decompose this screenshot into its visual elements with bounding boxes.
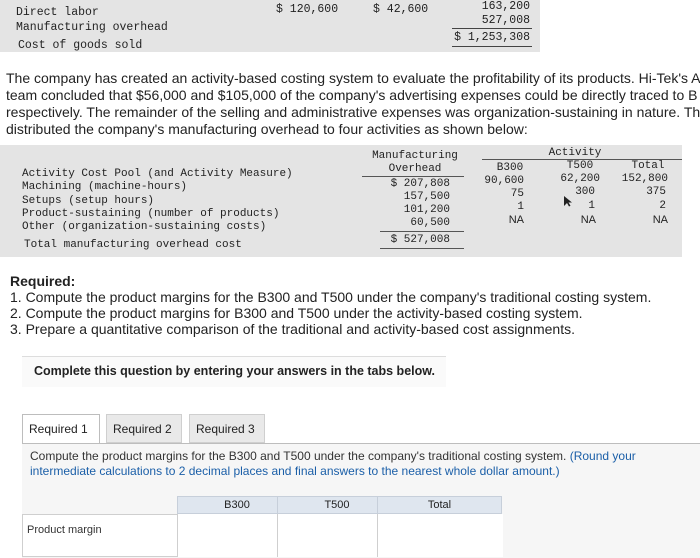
- overhead-product-sustaining: 101,200: [403, 204, 450, 216]
- t500-other: NA: [580, 214, 596, 226]
- paragraph-line: respectively. The remainder of the selling and administrative expenses was organization-sustaining in nature. Th: [6, 104, 700, 120]
- header-manufacturing: Manufacturing: [372, 150, 458, 162]
- pool-other: Other (organization-sustaining costs): [22, 221, 267, 233]
- row-label-product-margin: Product margin: [27, 524, 102, 536]
- overhead-other: 60,500: [410, 217, 450, 229]
- complete-prompt-text: Complete this question by entering your answers in the tabs below.: [34, 364, 435, 378]
- row-label-manufacturing-overhead: Manufacturing overhead: [16, 21, 168, 34]
- t500-product-sustaining: 1: [588, 200, 595, 212]
- header-total: Total: [631, 160, 665, 172]
- instruction-text: [30, 449, 695, 479]
- t500-setups: 300: [575, 186, 595, 198]
- manufacturing-overhead-total: 527,008: [481, 14, 530, 27]
- cogs-total: $ 1,253,308: [454, 31, 530, 44]
- b300-product-sustaining: 1: [517, 201, 524, 213]
- paragraph-line: distributed the company's manufacturing overhead to four activities as shown below:: [6, 121, 528, 137]
- required-item: 3. Prepare a quantitative comparison of the traditional and activity-based cost assignments.: [10, 321, 575, 337]
- overhead-subtotal-rule: [380, 231, 464, 232]
- b300-product-margin-input[interactable]: [177, 514, 278, 557]
- tab-required-2[interactable]: Required 2: [106, 414, 182, 443]
- overhead-machining: $ 207,808: [390, 178, 450, 190]
- row-label-cogs: Cost of goods sold: [18, 39, 143, 52]
- header-t500: T500: [566, 160, 594, 172]
- b300-other: NA: [508, 214, 524, 226]
- direct-labor-total: 163,200: [481, 0, 530, 13]
- instruction-main: Compute the product margins for the B300 and T500 under the company's traditional costing system.: [30, 449, 567, 463]
- header-pool: Activity Cost Pool (and Activity Measure): [22, 168, 293, 180]
- header-b300: B300: [496, 162, 524, 174]
- total-setups: 375: [646, 186, 666, 198]
- b300-setups: 75: [510, 188, 524, 200]
- row-label-direct-labor: Direct labor: [16, 6, 99, 19]
- t500-machining: 62,200: [560, 173, 600, 185]
- total-product-margin-input[interactable]: [377, 514, 503, 557]
- t500-product-margin-input[interactable]: [277, 514, 378, 557]
- answer-table: [22, 496, 502, 557]
- col-header-total: Total: [377, 496, 502, 514]
- tab-required-1[interactable]: Required 1: [22, 414, 100, 443]
- subtotal-rule: [452, 28, 532, 29]
- problem-paragraph: [6, 70, 700, 138]
- cost-summary-table: [0, 0, 540, 52]
- total-other: NA: [652, 214, 668, 226]
- required-item: 1. Compute the product margins for the B300 and T500 under the company's traditional costing system.: [10, 289, 652, 305]
- direct-labor-b300: $ 120,600: [276, 3, 339, 16]
- overhead-header-rule: [362, 176, 464, 177]
- pool-total: Total manufacturing overhead cost: [24, 239, 242, 251]
- b300-machining: 90,600: [484, 175, 524, 187]
- activity-cost-table: [0, 145, 682, 257]
- paragraph-line: team concluded that $56,000 and $105,000 of the company's advertising expenses could be directly traced to B: [6, 87, 698, 103]
- overhead-setups: 157,500: [403, 191, 450, 203]
- pool-product-sustaining: Product-sustaining (number of products): [22, 208, 280, 220]
- required-heading: Required:: [10, 273, 76, 289]
- paragraph-line: The company has created an activity-based costing system to evaluate the profitability of its products. Hi-Tek's A: [6, 70, 700, 86]
- col-header-t500: T500: [277, 496, 397, 514]
- total-machining: 152,800: [621, 173, 668, 185]
- complete-prompt-box: [22, 356, 446, 387]
- pool-machining: Machining (machine-hours): [22, 181, 188, 193]
- total-product-sustaining: 2: [659, 200, 666, 212]
- overhead-total-rule: [380, 248, 464, 249]
- required-section: [10, 273, 651, 337]
- overhead-total: $ 527,008: [390, 234, 450, 246]
- col-header-b300: B300: [177, 496, 297, 514]
- total-rule: [452, 46, 532, 47]
- required-item: 2. Compute the product margins for B300 and T500 under the activity-based costing system.: [10, 305, 583, 321]
- header-activity: Activity: [548, 147, 602, 159]
- instruction-note: (Round your intermediate calculations to 2 decimal places and final answers to the nearest whole dollar amount.): [30, 449, 636, 478]
- direct-labor-t500: $ 42,600: [373, 3, 429, 16]
- header-overhead: Overhead: [388, 163, 442, 175]
- tab-required-3[interactable]: Required 3: [189, 414, 265, 443]
- pool-setups: Setups (setup hours): [22, 195, 155, 207]
